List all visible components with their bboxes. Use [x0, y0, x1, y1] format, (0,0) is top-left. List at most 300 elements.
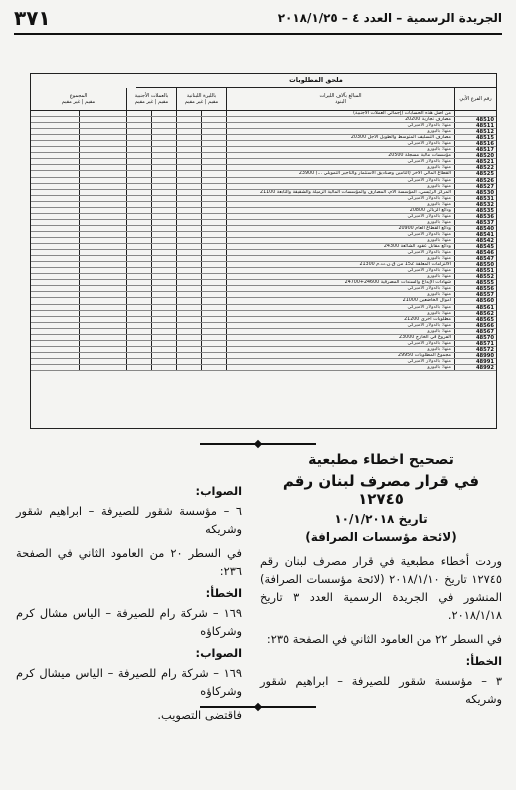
row-amount-cell: [79, 329, 126, 334]
row-amount-cell: [31, 353, 79, 358]
row-amount-cell: [126, 298, 151, 303]
errata-closing: فاقتضى التصويب.: [157, 708, 242, 722]
row-amount-cell: [31, 153, 79, 158]
row-amount-cell: [176, 232, 201, 237]
header-amounts: المبالغ بآلاف الليرات: [319, 93, 362, 99]
row-amount-cell: [79, 256, 126, 261]
row-amount-cell: [79, 353, 126, 358]
row-amount-cell: [126, 111, 151, 116]
header-total: المجموع: [69, 93, 88, 99]
row-amount-cell: [31, 347, 79, 352]
row-amount-cell: [79, 165, 126, 170]
row-amount-cell: [176, 147, 201, 152]
row-amount-cell: [126, 317, 151, 322]
row-amount-cell: [201, 329, 226, 334]
row-amount-cell: [31, 165, 79, 170]
row-code: 48541: [454, 232, 496, 237]
row-code: 48560: [454, 298, 496, 303]
liabilities-table: [30, 73, 497, 429]
row-code: 48532: [454, 202, 496, 207]
row-code: 48572: [454, 347, 496, 352]
row-amount-cell: [201, 262, 226, 267]
row-amount-cell: [31, 135, 79, 140]
row-code: 48556: [454, 286, 496, 291]
row-amount-cell: [126, 280, 151, 285]
header-fx-sub: مقيم | غير مقيم: [134, 99, 169, 105]
row-amount-cell: [176, 178, 201, 183]
row-amount-cell: [126, 202, 151, 207]
row-amount-cell: [31, 292, 79, 297]
row-amount-cell: [176, 171, 201, 176]
row-amount-cell: [31, 305, 79, 310]
row-amount-cell: [31, 311, 79, 316]
row-amount-cell: [151, 147, 176, 152]
row-description: منها: بالدولار الأميركي: [226, 214, 454, 219]
row-amount-cell: [151, 268, 176, 273]
row-description: منها: باليورو: [226, 347, 454, 352]
row-amount-cell: [151, 178, 176, 183]
row-amount-cell: [176, 165, 201, 170]
row-amount-cell: [31, 323, 79, 328]
row-amount-cell: [176, 123, 201, 128]
row-amount-cell: [31, 232, 79, 237]
row-amount-cell: [201, 153, 226, 158]
row-amount-cell: [126, 123, 151, 128]
row-amount-cell: [201, 141, 226, 146]
row-amount-cell: [176, 311, 201, 316]
row-code: 48516: [454, 141, 496, 146]
row-amount-cell: [176, 262, 201, 267]
row-amount-cell: [79, 250, 126, 255]
row-amount-cell: [201, 178, 226, 183]
divider-line: [200, 443, 255, 445]
row-amount-cell: [31, 208, 79, 213]
row-amount-cell: [176, 196, 201, 201]
row-amount-cell: [126, 305, 151, 310]
row-amount-cell: [176, 305, 201, 310]
row-amount-cell: [126, 159, 151, 164]
row-amount-cell: [79, 171, 126, 176]
row-amount-cell: [79, 292, 126, 297]
row-amount-cell: [201, 117, 226, 122]
header-total-sub: مقيم | غير مقيم: [61, 99, 96, 105]
row-amount-cell: [176, 208, 201, 213]
row-amount-cell: [126, 365, 151, 370]
row-amount-cell: [79, 305, 126, 310]
row-amount-cell: [126, 353, 151, 358]
row-amount-cell: [201, 220, 226, 225]
row-amount-cell: [151, 141, 176, 146]
row-amount-cell: [151, 238, 176, 243]
row-amount-cell: [151, 311, 176, 316]
row-code: 48565: [454, 317, 496, 322]
row-description: منها: بالدولار الأميركي: [226, 341, 454, 346]
row-amount-cell: [31, 274, 79, 279]
row-code: 48566: [454, 323, 496, 328]
row-amount-cell: [31, 117, 79, 122]
row-amount-cell: [176, 256, 201, 261]
divider-ornament: [254, 440, 262, 448]
row-amount-cell: [151, 232, 176, 237]
row-amount-cell: [151, 298, 176, 303]
row-amount-cell: [151, 280, 176, 285]
row-amount-cell: [201, 317, 226, 322]
row-amount-cell: [126, 286, 151, 291]
header-lbp-sub: مقيم | غير مقيم: [184, 99, 219, 105]
row-code: 48990: [454, 353, 496, 358]
errata-location-2: في السطر ٢٠ من العامود الثاني في الصفحة ٢٣٦:: [16, 546, 242, 578]
row-code: 48535: [454, 208, 496, 213]
row-amount-cell: [176, 298, 201, 303]
row-amount-cell: [31, 238, 79, 243]
row-amount-cell: [151, 190, 176, 195]
row-amount-cell: [79, 141, 126, 146]
header-rule: [14, 33, 502, 35]
row-code: 48530: [454, 190, 496, 195]
row-amount-cell: [79, 238, 126, 243]
row-amount-cell: [79, 184, 126, 189]
row-code: 48542: [454, 238, 496, 243]
row-description: منها: باليورو: [226, 311, 454, 316]
row-description: منها: بالدولار الأميركي: [226, 323, 454, 328]
row-amount-cell: [126, 196, 151, 201]
page-number: ٣٧١: [14, 6, 51, 30]
row-amount-cell: [201, 202, 226, 207]
row-description: منها: بالدولار الأميركي: [226, 250, 454, 255]
row-amount-cell: [79, 208, 126, 213]
row-amount-cell: [151, 220, 176, 225]
row-amount-cell: [79, 335, 126, 340]
row-amount-cell: [31, 214, 79, 219]
row-code: 48571: [454, 341, 496, 346]
row-amount-cell: [201, 280, 226, 285]
row-amount-cell: [176, 238, 201, 243]
row-amount-cell: [151, 214, 176, 219]
row-amount-cell: [151, 226, 176, 231]
header-items-label: البنود: [335, 99, 346, 105]
row-amount-cell: [126, 153, 151, 158]
row-amount-cell: [79, 262, 126, 267]
row-code: 48531: [454, 196, 496, 201]
row-amount-cell: [31, 226, 79, 231]
row-amount-cell: [31, 184, 79, 189]
header-code: رقم الفرع الأبي: [454, 88, 496, 110]
row-code: 48537: [454, 220, 496, 225]
row-amount-cell: [176, 353, 201, 358]
row-amount-cell: [176, 292, 201, 297]
row-amount-cell: [201, 335, 226, 340]
correct-label-1: الصواب:: [195, 484, 242, 498]
row-amount-cell: [126, 341, 151, 346]
row-amount-cell: [201, 184, 226, 189]
row-amount-cell: [31, 202, 79, 207]
divider-ornament: [254, 703, 262, 711]
wrong-entry-2: ١٦٩ – شركة رام للصيرفة – الياس مشال كرم وشركاؤه: [16, 606, 242, 638]
row-description: منها: باليورو: [226, 184, 454, 189]
row-amount-cell: [31, 220, 79, 225]
row-amount-cell: [176, 141, 201, 146]
errata-decision: في قرار مصرف لبنان رقم ١٢٧٤٥: [282, 472, 480, 508]
row-description: منها: بالدولار الأميركي: [226, 196, 454, 201]
row-amount-cell: [126, 359, 151, 364]
row-amount-cell: [201, 347, 226, 352]
row-description: الالتزامات المعلقة 152 من ق.ن.ت.م 21300: [226, 262, 454, 267]
row-amount-cell: [79, 311, 126, 316]
row-amount-cell: [31, 329, 79, 334]
row-amount-cell: [79, 220, 126, 225]
row-amount-cell: [151, 165, 176, 170]
divider-line: [200, 706, 255, 708]
header-resident-lbp: مقيم: [208, 99, 219, 105]
correct-entry-1: ٦ – مؤسسة شقور للصيرفة – ابراهيم شقور وشريكه: [16, 504, 242, 536]
row-amount-cell: [176, 323, 201, 328]
table-title: ملحق المطلوبات: [136, 74, 496, 88]
row-amount-cell: [151, 153, 176, 158]
row-description: منها: باليورو: [226, 256, 454, 261]
row-amount-cell: [201, 135, 226, 140]
row-amount-cell: [201, 341, 226, 346]
row-amount-cell: [79, 111, 126, 116]
row-amount-cell: [151, 202, 176, 207]
row-amount-cell: [126, 244, 151, 249]
row-description: المركز الرئيسي، المؤسسة الأم، المصارف والمؤسسات المالية الزميلة والشقيقة والتابعة 21100: [226, 190, 454, 195]
row-amount-cell: [31, 123, 79, 128]
row-amount-cell: [126, 214, 151, 219]
row-amount-cell: [31, 298, 79, 303]
row-amount-cell: [201, 171, 226, 176]
divider-line: [261, 443, 316, 445]
row-amount-cell: [201, 353, 226, 358]
correct-label-2: الصواب:: [195, 646, 242, 660]
row-code: 48520: [454, 153, 496, 158]
row-description: منها: باليورو: [226, 238, 454, 243]
row-amount-cell: [176, 365, 201, 370]
row-amount-cell: [31, 141, 79, 146]
row-amount-cell: [176, 347, 201, 352]
row-amount-cell: [201, 359, 226, 364]
row-amount-cell: [151, 111, 176, 116]
row-description: منها: بالدولار الأميركي: [226, 286, 454, 291]
row-amount-cell: [31, 190, 79, 195]
row-amount-cell: [79, 244, 126, 249]
row-code: 48562: [454, 311, 496, 316]
row-amount-cell: [151, 208, 176, 213]
row-amount-cell: [126, 147, 151, 152]
row-amount-cell: [176, 274, 201, 279]
row-amount-cell: [31, 256, 79, 261]
row-amount-cell: [79, 202, 126, 207]
row-amount-cell: [201, 305, 226, 310]
row-description: شهادات الإيداع والسندات المصرفية 24600+24700: [226, 280, 454, 285]
row-code: 48567: [454, 329, 496, 334]
row-description: منها: بالدولار الأميركي: [226, 141, 454, 146]
row-amount-cell: [79, 268, 126, 273]
row-code: 48546: [454, 250, 496, 255]
row-amount-cell: [126, 117, 151, 122]
row-description: أموال الخاضعين 21000: [226, 298, 454, 303]
row-amount-cell: [176, 190, 201, 195]
row-amount-cell: [79, 286, 126, 291]
row-description: مصارف تجارية 20200: [226, 117, 454, 122]
row-amount-cell: [31, 159, 79, 164]
row-amount-cell: [151, 305, 176, 310]
row-description: من أصل هذه الحسابات (إجمالي العملات الأجنبية): [226, 111, 454, 116]
row-amount-cell: [126, 165, 151, 170]
bottom-divider: [200, 703, 316, 711]
row-description: منها: باليورو: [226, 274, 454, 279]
divider-line: [261, 706, 316, 708]
row-amount-cell: [79, 323, 126, 328]
row-description: منها: بالدولار الأميركي: [226, 268, 454, 273]
row-amount-cell: [201, 365, 226, 370]
page-header: [14, 6, 502, 30]
row-amount-cell: [201, 196, 226, 201]
row-amount-cell: [31, 280, 79, 285]
header-total-group: [31, 88, 126, 110]
row-amount-cell: [126, 226, 151, 231]
row-amount-cell: [31, 317, 79, 322]
row-amount-cell: [176, 286, 201, 291]
row-description: منها: باليورو: [226, 147, 454, 152]
row-amount-cell: [151, 329, 176, 334]
row-amount-cell: [79, 214, 126, 219]
row-description: منها: باليورو: [226, 365, 454, 370]
row-amount-cell: [79, 226, 126, 231]
row-amount-cell: [31, 171, 79, 176]
gazette-title: الجريدة الرسمية – العدد ٤ – ٢٠١٨/١/٢٥: [277, 11, 502, 25]
row-amount-cell: [176, 129, 201, 134]
row-description: ودائع الزبائن 20800: [226, 208, 454, 213]
row-amount-cell: [176, 244, 201, 249]
row-code: 48510: [454, 117, 496, 122]
row-amount-cell: [126, 232, 151, 237]
header-nonresident-fx: غير مقيم: [134, 99, 154, 105]
errata-title: تصحيح اخطاء مطبعية: [308, 452, 454, 468]
row-description: مؤسسات مالية مسجلة 20500: [226, 153, 454, 158]
table-header: [31, 88, 496, 111]
row-amount-cell: [176, 159, 201, 164]
row-code: 48536: [454, 214, 496, 219]
wrong-label-1: الخطأ:: [465, 654, 502, 668]
row-amount-cell: [201, 323, 226, 328]
wrong-label-2: الخطأ:: [205, 586, 242, 600]
row-code: 48517: [454, 147, 496, 152]
row-amount-cell: [31, 111, 79, 116]
row-amount-cell: [126, 220, 151, 225]
row-description: القطاع المالي الآخر (التأمين وصناديق الاستثمار والتأجير التمويلي ...) 23900: [226, 171, 454, 176]
row-amount-cell: [31, 250, 79, 255]
row-amount-cell: [79, 147, 126, 152]
row-amount-cell: [126, 292, 151, 297]
row-amount-cell: [126, 135, 151, 140]
row-amount-cell: [201, 298, 226, 303]
row-amount-cell: [151, 135, 176, 140]
row-amount-cell: [176, 280, 201, 285]
row-code: 48511: [454, 123, 496, 128]
row-amount-cell: [201, 159, 226, 164]
row-amount-cell: [201, 311, 226, 316]
row-amount-cell: [79, 190, 126, 195]
row-amount-cell: [176, 202, 201, 207]
row-amount-cell: [79, 178, 126, 183]
row-description: مصارف التسليف المتوسط والطويل الأجل 20300: [226, 135, 454, 140]
row-amount-cell: [79, 135, 126, 140]
row-description: منها: بالدولار الأميركي: [226, 178, 454, 183]
row-amount-cell: [31, 359, 79, 364]
row-description: مطلوبات أخرى 21200: [226, 317, 454, 322]
row-amount-cell: [151, 256, 176, 261]
row-amount-cell: [176, 117, 201, 122]
row-code: 48551: [454, 268, 496, 273]
row-amount-cell: [201, 286, 226, 291]
row-amount-cell: [126, 238, 151, 243]
row-amount-cell: [151, 359, 176, 364]
row-amount-cell: [79, 117, 126, 122]
row-amount-cell: [79, 298, 126, 303]
row-description: الفروع في الخارج 23000: [226, 335, 454, 340]
row-amount-cell: [176, 153, 201, 158]
row-amount-cell: [126, 250, 151, 255]
row-amount-cell: [151, 196, 176, 201]
row-code: 48512: [454, 129, 496, 134]
row-code: 48527: [454, 184, 496, 189]
row-amount-cell: [201, 208, 226, 213]
table-row: [31, 365, 496, 371]
row-amount-cell: [79, 153, 126, 158]
row-amount-cell: [151, 317, 176, 322]
row-amount-cell: [126, 141, 151, 146]
errata-location-1: في السطر ٢٢ من العامود الثاني في الصفحة ٢٣٥:: [266, 632, 502, 646]
row-amount-cell: [126, 256, 151, 261]
row-amount-cell: [201, 190, 226, 195]
row-amount-cell: [31, 365, 79, 370]
row-amount-cell: [126, 190, 151, 195]
row-amount-cell: [151, 353, 176, 358]
row-code: 48515: [454, 135, 496, 140]
row-amount-cell: [126, 329, 151, 334]
row-amount-cell: [151, 244, 176, 249]
row-amount-cell: [31, 262, 79, 267]
row-amount-cell: [201, 147, 226, 152]
row-amount-cell: [126, 268, 151, 273]
row-amount-cell: [176, 359, 201, 364]
row-amount-cell: [201, 123, 226, 128]
header-lbp: بالليرة اللبنانية: [186, 93, 217, 99]
row-amount-cell: [126, 129, 151, 134]
row-amount-cell: [31, 129, 79, 134]
row-amount-cell: [79, 317, 126, 322]
row-amount-cell: [176, 335, 201, 340]
row-description: ودائع مقابل عقود الشائعة 24300: [226, 244, 454, 249]
row-amount-cell: [126, 184, 151, 189]
row-code: 48545: [454, 244, 496, 249]
row-amount-cell: [201, 244, 226, 249]
row-description: منها: باليورو: [226, 129, 454, 134]
row-amount-cell: [126, 262, 151, 267]
header-nonresident-lbp: غير مقيم: [184, 99, 204, 105]
row-amount-cell: [176, 250, 201, 255]
row-description: مجموع المطلوبات 29950: [226, 353, 454, 358]
row-code: 48570: [454, 335, 496, 340]
row-amount-cell: [201, 214, 226, 219]
row-description: منها: بالدولار الأميركي: [226, 359, 454, 364]
row-description: منها: باليورو: [226, 165, 454, 170]
row-code: 48557: [454, 292, 496, 297]
row-amount-cell: [126, 171, 151, 176]
row-amount-cell: [126, 208, 151, 213]
header-resident-fx: مقيم: [158, 99, 169, 105]
row-code: 48991: [454, 359, 496, 364]
